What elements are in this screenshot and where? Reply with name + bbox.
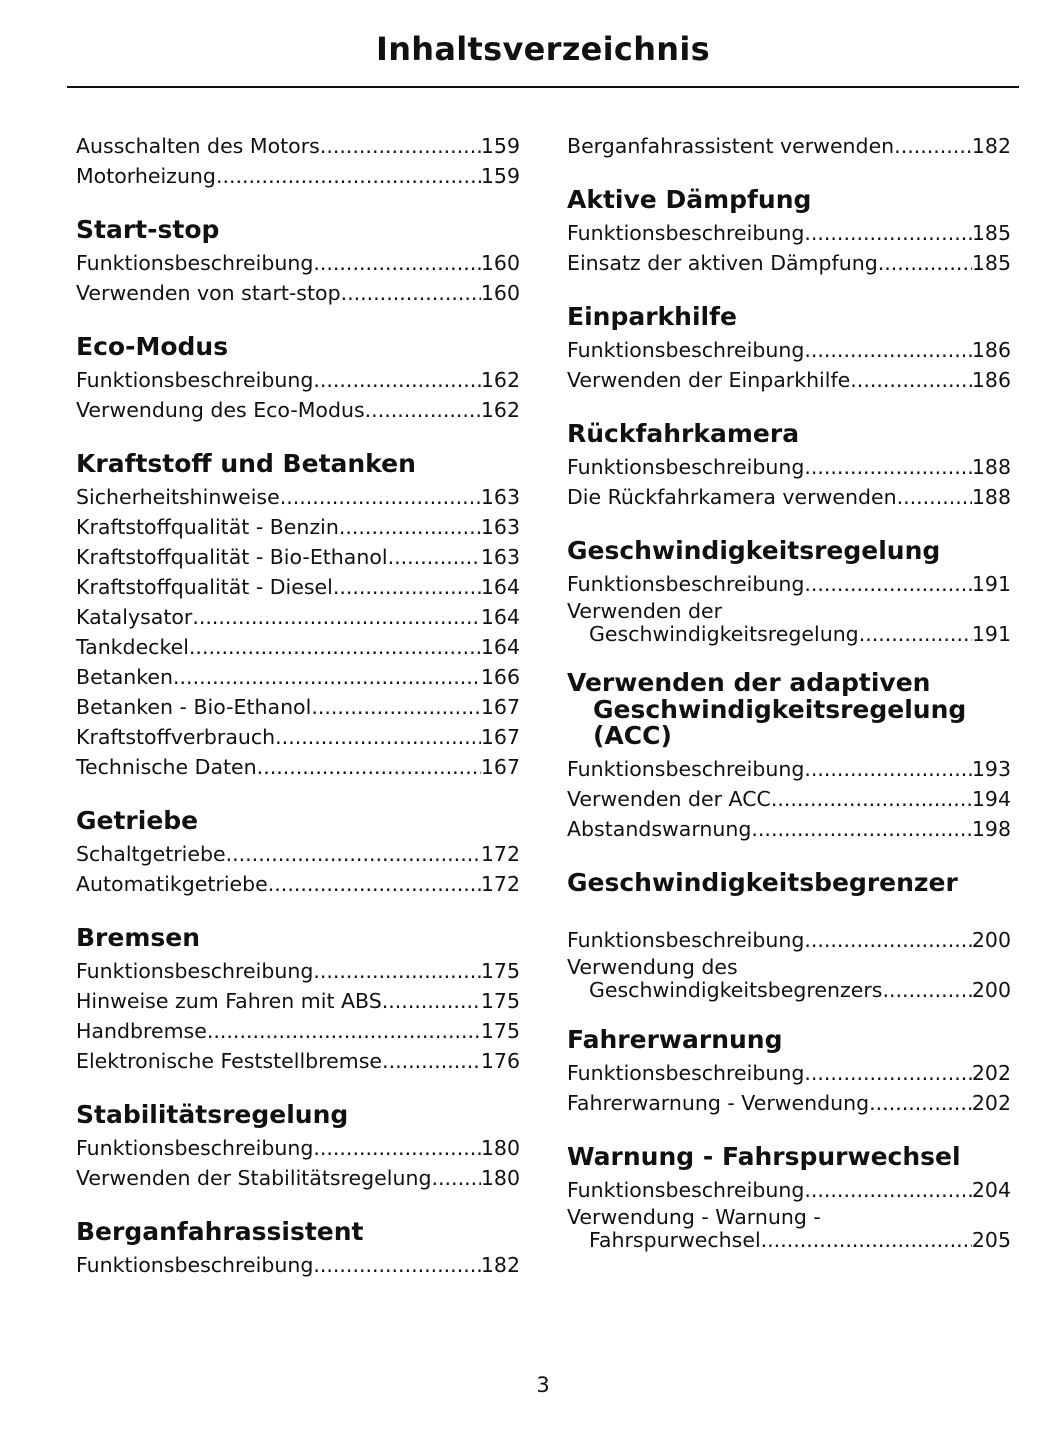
- toc-entry-page: 160: [480, 281, 520, 305]
- section-heading-line: (ACC): [593, 721, 672, 750]
- toc-dot-leader: [869, 1088, 972, 1118]
- toc-entry[interactable]: [76, 512, 520, 542]
- toc-dot-leader: [804, 1058, 972, 1088]
- page-number: 3: [536, 1373, 550, 1397]
- toc-entry-page: 175: [480, 959, 520, 983]
- toc-entry[interactable]: [567, 335, 1011, 365]
- toc-dot-leader: [804, 452, 972, 482]
- toc-entry-label: Verwenden der: [567, 599, 723, 623]
- toc-entry[interactable]: [76, 1163, 520, 1193]
- toc-entry[interactable]: [76, 1250, 520, 1280]
- toc-dot-leader: [313, 365, 481, 395]
- section-heading: Rückfahrkamera: [567, 419, 800, 448]
- toc-entry-page: 185: [971, 221, 1011, 245]
- toc-entry-label: Automatikgetriebe: [76, 872, 268, 896]
- toc-dot-leader: [804, 569, 972, 599]
- toc-entry[interactable]: [567, 569, 1011, 599]
- toc-dot-leader: [850, 365, 972, 395]
- section-heading: Geschwindigkeitsregelung: [567, 536, 941, 565]
- toc-entry-page: 180: [480, 1166, 520, 1190]
- toc-entry[interactable]: [567, 482, 1011, 512]
- toc-entry[interactable]: [567, 1058, 1011, 1088]
- toc-entry[interactable]: [567, 955, 1011, 1001]
- toc-dot-leader: [897, 482, 972, 512]
- toc-entry[interactable]: [76, 542, 520, 572]
- toc-entry[interactable]: [76, 839, 520, 869]
- toc-entry[interactable]: [76, 722, 520, 752]
- toc-dot-leader: [771, 784, 972, 814]
- toc-entry-page: 172: [480, 842, 520, 866]
- toc-entry-page: 159: [480, 134, 520, 158]
- toc-entry-label: Funktionsbeschreibung: [76, 251, 314, 275]
- toc-dot-leader: [320, 131, 481, 161]
- toc-entry[interactable]: [567, 131, 1011, 161]
- toc-dot-leader: [804, 754, 972, 784]
- toc-entry-label: Kraftstoffqualität - Bio-Ethanol: [76, 545, 388, 569]
- toc-entry-page: 186: [971, 368, 1011, 392]
- section-heading: Warnung - Fahrspurwechsel: [567, 1141, 961, 1171]
- toc-entry-page: 191: [971, 622, 1011, 646]
- toc-entry-continuation: [567, 623, 1011, 645]
- toc-entry-label: Kraftstoffqualität - Benzin: [76, 515, 339, 539]
- toc-dot-leader: [192, 602, 481, 632]
- section-heading: Einparkhilfe: [567, 302, 737, 331]
- toc-entry-label: Verwenden von start-stop: [76, 281, 341, 305]
- toc-entry[interactable]: [76, 572, 520, 602]
- toc-entry-label: Verwenden der Stabilitätsregelung: [76, 1166, 432, 1190]
- toc-dot-leader: [268, 869, 481, 899]
- toc-entry[interactable]: [76, 956, 520, 986]
- toc-dot-leader: [804, 335, 972, 365]
- toc-entry[interactable]: [76, 692, 520, 722]
- toc-dot-leader: [804, 925, 972, 955]
- toc-entry-label: Funktionsbeschreibung: [76, 1253, 314, 1277]
- toc-dot-leader: [365, 395, 481, 425]
- toc-entry[interactable]: [76, 1016, 520, 1046]
- section-heading: Eco-Modus: [76, 332, 229, 361]
- toc-entry-page: 198: [971, 816, 1011, 841]
- toc-entry[interactable]: [76, 752, 520, 782]
- toc-entry-page: 205: [971, 1227, 1011, 1252]
- toc-entry-page: 175: [480, 1019, 520, 1043]
- toc-dot-leader: [382, 986, 481, 1016]
- toc-dot-leader: [257, 752, 481, 782]
- toc-dot-leader: [207, 1016, 481, 1046]
- toc-column-left: [76, 131, 520, 1280]
- section-heading: Fahrerwarnung: [567, 1024, 783, 1054]
- toc-dot-leader: [311, 692, 481, 722]
- toc-entry-label: Elektronische Feststellbremse: [76, 1049, 383, 1073]
- toc-entry-page: 188: [971, 455, 1011, 479]
- toc-entry-page: 167: [480, 695, 520, 719]
- toc-dot-leader: [761, 1229, 972, 1251]
- toc-entry[interactable]: [76, 365, 520, 395]
- toc-entry-label: Verwenden der ACC: [567, 786, 771, 811]
- toc-entry[interactable]: [76, 131, 520, 161]
- toc-entry-label: Geschwindigkeitsregelung: [589, 622, 859, 646]
- toc-entry-label: Hinweise zum Fahren mit ABS: [76, 989, 382, 1013]
- toc-entry-label: Betanken: [76, 665, 174, 689]
- toc-entry[interactable]: [567, 365, 1011, 395]
- toc-entry-page: 188: [971, 485, 1011, 509]
- toc-entry-page: 167: [480, 725, 520, 749]
- toc-entry[interactable]: [76, 986, 520, 1016]
- toc-entry-label: Funktionsbeschreibung: [567, 1177, 805, 1202]
- toc-entry-label: Motorheizung: [76, 164, 216, 188]
- toc-entry-label: Verwenden der Einparkhilfe: [567, 368, 851, 392]
- toc-entry-label: Funktionsbeschreibung: [76, 959, 314, 983]
- toc-entry-page: 191: [971, 572, 1011, 596]
- toc-dot-leader: [226, 839, 481, 869]
- toc-entry-label: Funktionsbeschreibung: [567, 455, 805, 479]
- toc-entry-label: Einsatz der aktiven Dämpfung: [567, 251, 878, 275]
- toc-entry-label: Funktionsbeschreibung: [76, 368, 314, 392]
- toc-entry-page: 180: [480, 1136, 520, 1160]
- toc-entry-label: Funktionsbeschreibung: [567, 927, 805, 952]
- toc-entry[interactable]: [76, 632, 520, 662]
- toc-dot-leader: [313, 1133, 481, 1163]
- toc-dot-leader: [280, 482, 481, 512]
- toc-entry-page: 163: [480, 485, 520, 509]
- toc-entry[interactable]: [76, 161, 520, 191]
- toc-entry-page: 200: [971, 977, 1011, 1002]
- toc-dot-leader: [388, 542, 481, 572]
- toc-entry[interactable]: [76, 662, 520, 692]
- toc-entry-label: Kraftstoffqualität - Diesel: [76, 575, 333, 599]
- page-title: Inhaltsverzeichnis: [376, 30, 710, 68]
- toc-entry-page: 200: [971, 927, 1011, 952]
- toc-dot-leader: [894, 131, 972, 161]
- toc-entry[interactable]: [567, 599, 1011, 645]
- toc-entry-label: Geschwindigkeitsbegrenzers: [589, 977, 883, 1002]
- toc-entry[interactable]: [567, 452, 1011, 482]
- toc-entry-label: Katalysator: [76, 605, 193, 629]
- section-heading: Geschwindigkeitsbegrenzer: [567, 867, 958, 897]
- toc-dot-leader: [859, 623, 972, 645]
- toc-entry[interactable]: [567, 1088, 1011, 1118]
- toc-entry[interactable]: [567, 784, 1011, 814]
- toc-entry-label: Funktionsbeschreibung: [567, 572, 805, 596]
- toc-entry[interactable]: [76, 395, 520, 425]
- section-heading-line: Verwenden der adaptiven: [567, 668, 931, 697]
- toc-entry-page: 162: [480, 398, 520, 422]
- toc-entry-page: 164: [480, 575, 520, 599]
- toc-entry-continuation: [567, 1229, 1011, 1251]
- toc-dot-leader: [382, 1046, 481, 1076]
- toc-entry-label: Schaltgetriebe: [76, 842, 226, 866]
- section-heading: [567, 670, 1011, 750]
- toc-entry-label: Sicherheitshinweise: [76, 485, 280, 509]
- toc-entry-label: Funktionsbeschreibung: [567, 338, 805, 362]
- toc-entry[interactable]: [567, 218, 1011, 248]
- toc-dot-leader: [216, 161, 481, 191]
- toc-entry-label: Betanken - Bio-Ethanol: [76, 695, 312, 719]
- section-heading: Start-stop: [76, 215, 220, 244]
- title-divider: [67, 86, 1019, 88]
- toc-entry-page: 175: [480, 989, 520, 1013]
- toc-entry-page: 162: [480, 368, 520, 392]
- toc-entry[interactable]: [567, 1205, 1011, 1251]
- toc-entry[interactable]: [567, 925, 1011, 955]
- toc-entry[interactable]: [76, 482, 520, 512]
- toc-entry-label: Funktionsbeschreibung: [567, 1060, 805, 1085]
- toc-entry-label: Fahrerwarnung - Verwendung: [567, 1090, 870, 1115]
- section-heading: Berganfahrassistent: [76, 1217, 364, 1246]
- toc-entry-page: 164: [480, 605, 520, 629]
- toc-entry-page: 193: [971, 756, 1011, 781]
- toc-entry-page: 185: [971, 251, 1011, 275]
- toc-entry-page: 159: [480, 164, 520, 188]
- toc-entry-page: 194: [971, 786, 1011, 811]
- section-heading: Kraftstoff und Betanken: [76, 449, 416, 478]
- toc-entry[interactable]: [567, 814, 1011, 844]
- toc-entry-label: Berganfahrassistent verwenden: [567, 134, 895, 158]
- toc-entry[interactable]: [567, 1175, 1011, 1205]
- toc-entry-label: Die Rückfahrkamera verwenden: [567, 485, 897, 509]
- toc-dot-leader: [189, 632, 481, 662]
- toc-entry[interactable]: [76, 869, 520, 899]
- toc-entry[interactable]: [76, 248, 520, 278]
- toc-entry-label: Funktionsbeschreibung: [567, 756, 805, 781]
- toc-column-right: [567, 131, 1011, 1251]
- toc-entry-page: 164: [480, 635, 520, 659]
- toc-entry-page: 204: [971, 1177, 1011, 1202]
- toc-entry-label: Kraftstoffverbrauch: [76, 725, 276, 749]
- toc-dot-leader: [804, 1175, 972, 1205]
- toc-dot-leader: [883, 979, 972, 1001]
- toc-entry-label: Funktionsbeschreibung: [76, 1136, 314, 1160]
- toc-dot-leader: [341, 278, 481, 308]
- toc-entry-page: 166: [480, 665, 520, 689]
- toc-entry-page: 202: [971, 1090, 1011, 1115]
- toc-dot-leader: [339, 512, 481, 542]
- toc-entry[interactable]: [76, 602, 520, 632]
- toc-dot-leader: [275, 722, 481, 752]
- toc-entry-page: 167: [480, 755, 520, 779]
- toc-entry-page: 163: [480, 545, 520, 569]
- section-heading-line: Geschwindigkeitsregelung: [593, 694, 967, 724]
- toc-entry-continuation: [567, 979, 1011, 1001]
- toc-entry[interactable]: [567, 754, 1011, 784]
- section-heading: Aktive Dämpfung: [567, 185, 812, 214]
- toc-entry-label: Tankdeckel: [76, 635, 189, 659]
- toc-entry-label: Verwendung - Warnung -: [567, 1204, 821, 1229]
- section-heading: Stabilitätsregelung: [76, 1100, 349, 1129]
- toc-dot-leader: [313, 956, 481, 986]
- toc-entry-label: Ausschalten des Motors: [76, 134, 320, 158]
- toc-dot-leader: [313, 248, 481, 278]
- toc-entry-label: Abstandswarnung: [567, 816, 752, 841]
- toc-entry-page: 163: [480, 515, 520, 539]
- toc-entry-page: 186: [971, 338, 1011, 362]
- section-heading: Bremsen: [76, 923, 201, 952]
- toc-dot-leader: [432, 1163, 481, 1193]
- toc-entry-page: 160: [480, 251, 520, 275]
- toc-entry-label: Funktionsbeschreibung: [567, 221, 805, 245]
- toc-dot-leader: [173, 662, 481, 692]
- toc-dot-leader: [751, 814, 971, 844]
- section-heading: Getriebe: [76, 806, 199, 835]
- toc-entry-label: Fahrspurwechsel: [589, 1227, 761, 1252]
- toc-entry[interactable]: [76, 1133, 520, 1163]
- toc-entry[interactable]: [567, 248, 1011, 278]
- toc-dot-leader: [313, 1250, 481, 1280]
- toc-dot-leader: [333, 572, 481, 602]
- toc-entry-label: Verwendung des: [567, 954, 738, 979]
- toc-entry[interactable]: [76, 1046, 520, 1076]
- toc-entry-label: Handbremse: [76, 1019, 207, 1043]
- toc-entry-label: Verwendung des Eco-Modus: [76, 398, 365, 422]
- toc-entry-page: 182: [480, 1253, 520, 1277]
- toc-entry-page: 172: [480, 872, 520, 896]
- toc-entry[interactable]: [76, 278, 520, 308]
- toc-entry-page: 176: [480, 1049, 520, 1073]
- toc-entry-page: 182: [971, 134, 1011, 158]
- toc-entry-label: Technische Daten: [76, 755, 257, 779]
- toc-dot-leader: [804, 218, 972, 248]
- toc-dot-leader: [878, 248, 972, 278]
- toc-entry-page: 202: [971, 1060, 1011, 1085]
